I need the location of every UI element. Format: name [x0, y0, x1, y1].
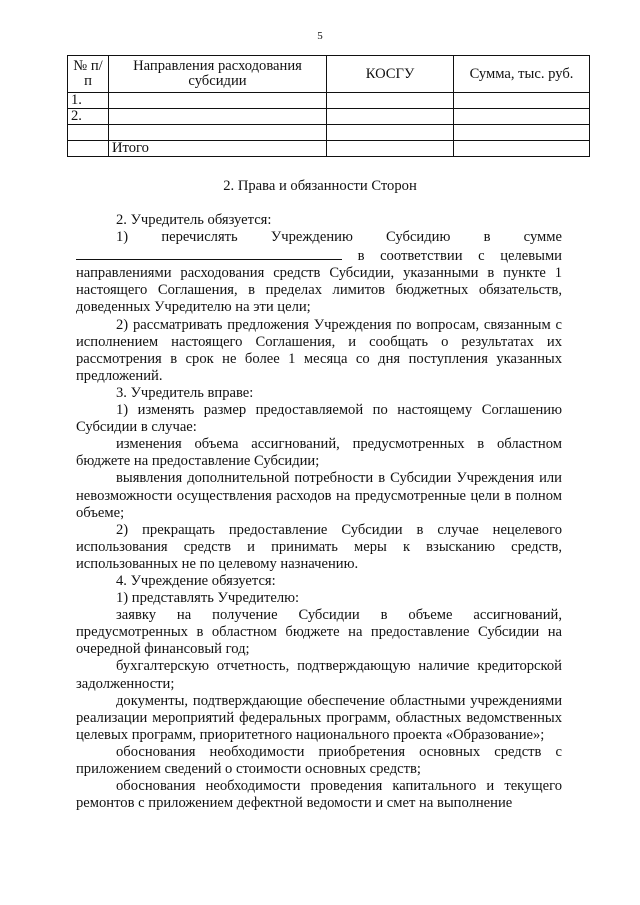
table-cell: [327, 125, 454, 141]
expense-table: [67, 55, 590, 157]
table-cell: [109, 93, 327, 109]
header-number: № п/п: [68, 56, 109, 93]
document-body: [76, 212, 562, 812]
table-cell: [109, 109, 327, 125]
paragraph-line: [76, 246, 562, 265]
table-cell: [454, 93, 590, 109]
header-kosgu: КОСГУ: [327, 56, 454, 93]
paragraph: заявку на получение Субсидии в объеме ассигнований, предусмотренных в областном бюджете на предоставление Субсидии на очередной финансовый год;: [76, 607, 562, 658]
table-cell: [454, 109, 590, 125]
table-cell: [68, 141, 109, 157]
table-cell: [454, 141, 590, 157]
section-title: 2. Права и обязанности Сторон: [223, 178, 417, 194]
paragraph: 1) перечислять Учреждению Субсидию в сумме: [116, 229, 562, 246]
paragraph: 4. Учреждение обязуется:: [116, 572, 276, 589]
total-label: Итого: [109, 141, 327, 157]
paragraph: 1) представлять Учредителю:: [116, 590, 300, 607]
paragraph: документы, подтверждающие обеспечение областными учреждениями реализации мероприятий федеральных программ, областных ведомственных целевых программ, приоритетного национального проекта «Образование»;: [76, 692, 562, 743]
table-row: [68, 109, 590, 125]
paragraph: 2) прекращать предоставление Субсидии в случае нецелевого использования средств и принимать меры к взысканию средств, использованных не по целевому назначению.: [76, 521, 562, 572]
table-cell: [327, 109, 454, 125]
table-cell: 2.: [68, 109, 109, 125]
table-cell: [68, 125, 109, 141]
table-cell: 1.: [68, 93, 109, 109]
page-number: 5: [317, 30, 323, 42]
paragraph: 2) рассматривать предложения Учреждения по вопросам, связанным с исполнением настоящего Соглашения, и сообщать о результатах их рассмотрения в срок не более 1 месяца со дня поступления указанных предложений.: [76, 316, 562, 384]
paragraph: 3. Учредитель вправе:: [116, 384, 254, 401]
header-direction: Направления расходования субсидии: [109, 56, 327, 93]
paragraph: направлениями расходования средств Субсидии, указанными в пункте 1 настоящего Соглашения, в пределах лимитов бюджетных обязательств, доведенных Учредителю на эти цели;: [76, 265, 562, 316]
paragraph: выявления дополнительной потребности в Субсидии Учреждения или невозможности осуществления расходов на предусмотренные цели в полном объеме;: [76, 470, 562, 521]
table-cell: [109, 125, 327, 141]
paragraph: 2. Учредитель обязуется:: [116, 212, 272, 228]
paragraph: обоснования необходимости проведения капитального и текущего ремонтов с приложением дефектной ведомости и смет на выполнение: [76, 778, 562, 812]
paragraph: 1) изменять размер предоставляемой по настоящему Соглашению Субсидии в случае:: [76, 402, 562, 436]
table-header-row: [68, 56, 590, 93]
header-sum: Сумма, тыс. руб.: [454, 56, 590, 93]
table-cell: [327, 93, 454, 109]
table-total-row: [68, 141, 590, 157]
table-row: [68, 125, 590, 141]
sum-blank-line: [76, 246, 342, 260]
paragraph-fragment: в соответствии с целевыми: [357, 248, 562, 265]
paragraph: изменения объема ассигнований, предусмотренных в областном бюджете на предоставление Субсидии;: [76, 436, 562, 470]
paragraph: бухгалтерскую отчетность, подтверждающую наличие кредиторской задолженности;: [76, 658, 562, 692]
table-cell: [327, 141, 454, 157]
paragraph: обоснования необходимости приобретения основных средств с приложением сведений о стоимости основных средств;: [76, 743, 562, 777]
table-row: [68, 93, 590, 109]
table-cell: [454, 125, 590, 141]
